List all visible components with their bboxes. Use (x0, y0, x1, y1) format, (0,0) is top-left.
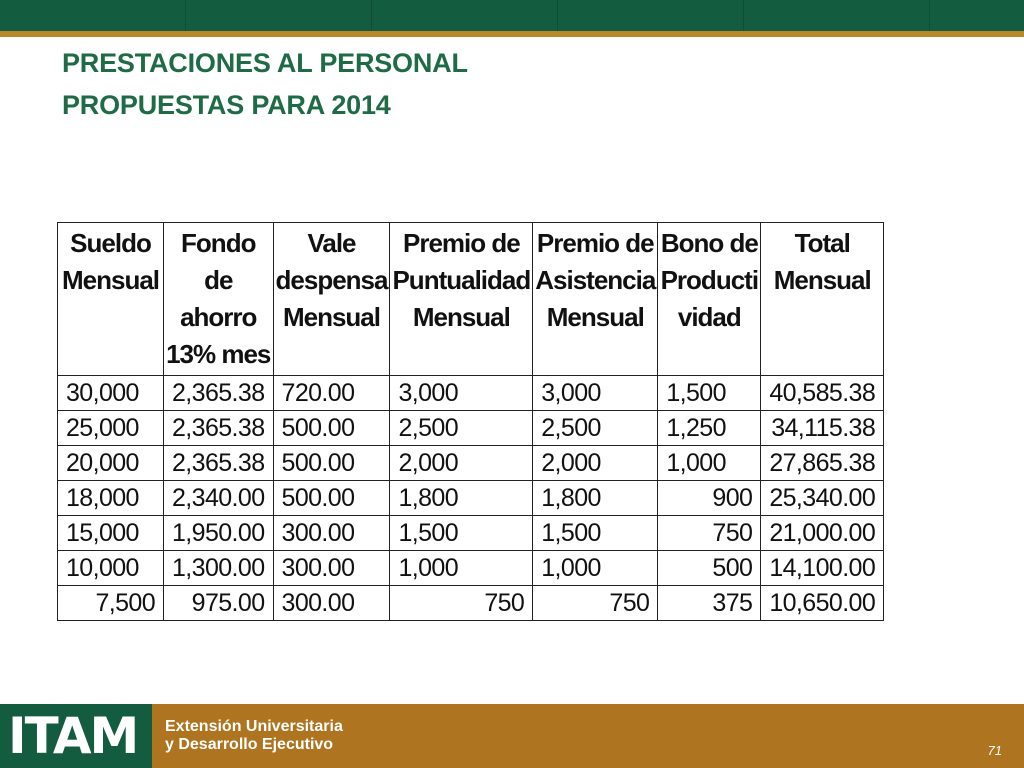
header-text: Sueldo (70, 228, 151, 258)
cell-bono: 1,250 (658, 411, 761, 446)
header-premio-puntualidad (390, 223, 533, 376)
header-text: Premio de (403, 228, 520, 258)
cell-sueldo: 10,000 (58, 551, 164, 586)
extension-line-2: y Desarrollo Ejecutivo (165, 736, 334, 753)
header-text: despensa (275, 265, 388, 295)
cell-asistencia: 1,500 (533, 516, 658, 551)
header-vale-despensa (273, 223, 390, 376)
cell-total: 10,650.00 (761, 586, 884, 621)
header-text: Mensual (282, 302, 380, 332)
cell-vale: 300.00 (273, 516, 390, 551)
cell-vale: 300.00 (273, 551, 390, 586)
cell-sueldo: 7,500 (58, 586, 164, 621)
header-text: Producti (660, 265, 759, 295)
itam-logo: ITAM (8, 707, 138, 765)
extension-line-1: Extensión Universitaria (165, 718, 343, 735)
banner-segment (744, 0, 930, 31)
cell-asistencia: 750 (533, 586, 658, 621)
cell-puntualidad: 2,000 (390, 446, 533, 481)
cell-sueldo: 30,000 (58, 376, 164, 411)
table-row (58, 551, 884, 586)
cell-sueldo: 20,000 (58, 446, 164, 481)
table-row (58, 411, 884, 446)
cell-bono: 900 (658, 481, 761, 516)
slide-title-line-2: PROPUESTAS PARA 2014 (62, 90, 391, 120)
footer-bar (0, 704, 1024, 768)
cell-puntualidad: 1,500 (390, 516, 533, 551)
cell-total: 14,100.00 (761, 551, 884, 586)
header-total-mensual (761, 223, 884, 376)
logo-block (0, 704, 152, 768)
cell-asistencia: 2,500 (533, 411, 658, 446)
header-text: Mensual (61, 265, 160, 295)
header-text: Total (794, 228, 850, 258)
header-text: Puntualidad (392, 265, 531, 295)
cell-puntualidad: 1,000 (390, 551, 533, 586)
header-premio-asistencia (533, 223, 658, 376)
cell-total: 25,340.00 (761, 481, 884, 516)
table-header-row (58, 223, 884, 376)
cell-vale: 500.00 (273, 481, 390, 516)
cell-fondo: 2,365.38 (164, 376, 274, 411)
cell-sueldo: 25,000 (58, 411, 164, 446)
cell-bono: 375 (658, 586, 761, 621)
benefits-table (57, 222, 884, 621)
cell-bono: 750 (658, 516, 761, 551)
cell-puntualidad: 1,800 (390, 481, 533, 516)
header-text: Premio de (536, 228, 654, 258)
table-row (58, 516, 884, 551)
cell-asistencia: 1,800 (533, 481, 658, 516)
cell-fondo: 1,300.00 (164, 551, 274, 586)
cell-vale: 500.00 (273, 411, 390, 446)
cell-sueldo: 18,000 (58, 481, 164, 516)
table-row (58, 481, 884, 516)
cell-puntualidad: 750 (390, 586, 533, 621)
banner-segment (372, 0, 558, 31)
cell-fondo: 2,365.38 (164, 446, 274, 481)
header-text: ahorro (180, 302, 257, 332)
cell-puntualidad: 3,000 (390, 376, 533, 411)
cell-total: 40,585.38 (761, 376, 884, 411)
banner-segment (186, 0, 372, 31)
cell-puntualidad: 2,500 (390, 411, 533, 446)
slide-title (62, 42, 762, 126)
header-text: Mensual (546, 302, 644, 332)
header-text: Bono de (660, 228, 758, 258)
table-row (58, 586, 884, 621)
header-fondo-ahorro (164, 223, 274, 376)
cell-total: 21,000.00 (761, 516, 884, 551)
table-row (58, 376, 884, 411)
header-text: vidad (677, 302, 741, 332)
cell-bono: 1,000 (658, 446, 761, 481)
cell-asistencia: 2,000 (533, 446, 658, 481)
extension-label (165, 718, 343, 754)
cell-fondo: 975.00 (164, 586, 274, 621)
header-text: Mensual (412, 302, 510, 332)
cell-fondo: 1,950.00 (164, 516, 274, 551)
cell-vale: 720.00 (273, 376, 390, 411)
table-row (58, 446, 884, 481)
cell-bono: 500 (658, 551, 761, 586)
header-text: Asistencia (535, 265, 656, 295)
cell-vale: 300.00 (273, 586, 390, 621)
banner-segment (0, 0, 186, 31)
cell-fondo: 2,365.38 (164, 411, 274, 446)
header-sueldo-mensual (58, 223, 164, 376)
header-text: Mensual (773, 265, 871, 295)
cell-vale: 500.00 (273, 446, 390, 481)
header-text: Vale (307, 228, 356, 258)
cell-bono: 1,500 (658, 376, 761, 411)
cell-sueldo: 15,000 (58, 516, 164, 551)
top-banner (0, 0, 1024, 31)
header-text: Fondo de (181, 228, 256, 295)
top-accent-stripe (0, 31, 1024, 37)
cell-asistencia: 1,000 (533, 551, 658, 586)
cell-total: 27,865.38 (761, 446, 884, 481)
cell-total: 34,115.38 (761, 411, 884, 446)
page-number: 71 (987, 743, 1002, 758)
slide-title-line-1: PRESTACIONES AL PERSONAL (62, 48, 468, 78)
cell-fondo: 2,340.00 (164, 481, 274, 516)
banner-segment (558, 0, 744, 31)
header-text: 13% mes (166, 339, 271, 369)
header-bono-productividad (658, 223, 761, 376)
cell-asistencia: 3,000 (533, 376, 658, 411)
